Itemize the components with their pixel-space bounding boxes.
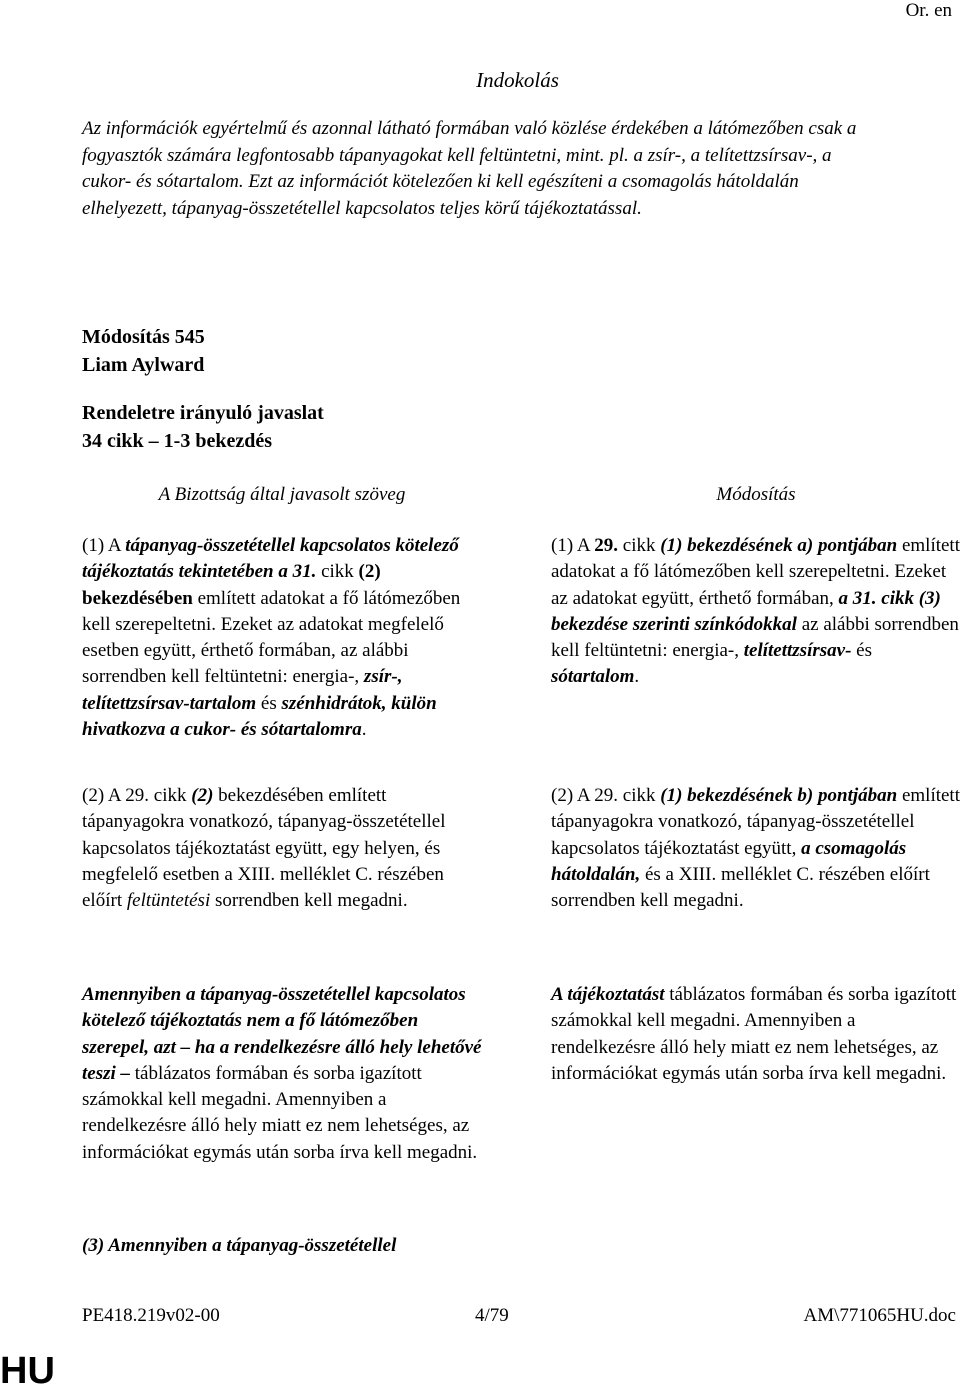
text-run: A tájékoztatást (551, 984, 665, 1005)
text-run: (2) A 29. cikk (82, 785, 192, 806)
left-paragraph-1 (82, 533, 482, 743)
right-paragraph-3 (551, 982, 960, 1087)
text-run: említett tápanyagokra vonatkozó, tápanyag-összetétellel kapcsolatos tájékoztatást együtt, (551, 785, 960, 859)
text-run: bekezdésében említett tápanyagokra vonatkozó, tápanyag-összetétellel kapcsolatos tájékoztatást együtt, egy helyen, és megfelelő esetben a XIII. melléklet C. részében előírt (82, 785, 446, 912)
text-run: a csomagolás hátoldalán, (551, 837, 907, 885)
footer-doc-reference: PE418.219v02-00 (82, 1305, 220, 1326)
right-paragraph-2 (551, 783, 960, 914)
footer-file-reference: AM\771065HU.doc (803, 1305, 956, 1326)
text-run: zsír-, telítettzsírsav-tartalom (82, 666, 403, 714)
text-run: és (851, 640, 872, 662)
text-run: (2) (191, 785, 214, 806)
text-run: (1) A (82, 535, 126, 556)
amendment-author: Liam Aylward (82, 354, 205, 376)
text-run: tápanyag-összetétellel kapcsolatos kötelező tájékoztatás tekintetében a 31. (82, 535, 459, 583)
justification-title: Indokolás (476, 68, 559, 92)
right-paragraph-1 (551, 533, 960, 691)
right-column-header: Módosítás (716, 484, 796, 505)
text-run: (3) Amennyiben a tápanyag-összetétellel (82, 1235, 397, 1256)
left-paragraph-3 (82, 982, 482, 1166)
text-run: (1) bekezdésének a) pontjában (660, 535, 898, 556)
justification-text: Az információk egyértelmű és azonnal látható formában való közlése érdekében a látómezőben csak a fogyasztók számára legfontosabb tápanyagokat kell feltüntetni, mint. pl. a zsír-, a telítettzsírsav-, a cukor- és sótartalom. Ezt az információt kötelezően ki kell egészíteni a csomagolás hátoldalán elhelyezett, tápanyag-összetétellel kapcsolatos teljes körű tájékoztatással. (82, 118, 857, 219)
text-run: telítettzsírsav- (743, 640, 852, 662)
text-run: feltüntetési (126, 890, 211, 912)
text-run: sótartalom (551, 666, 635, 688)
text-run: cikk (618, 535, 661, 556)
text-run: az alábbi sorrendben kell feltüntetni: energia-, (551, 613, 959, 662)
language-mark: HU (0, 1350, 55, 1392)
text-run: . (634, 666, 640, 688)
text-run: (2) A 29. cikk (551, 785, 661, 806)
text-run: 29. (594, 535, 619, 556)
text-run: táblázatos formában és sorba igazított számokkal kell megadni. Amennyiben a rendelkezésre álló hely miatt ez nem lehetséges, az információkat egymás után sorba írva kell megadni. (82, 1062, 478, 1163)
text-run: említett adatokat a fő látómezőben kell szerepeltetni. Ezeket az adatokat együtt, érthető formában, (551, 535, 960, 609)
text-run: . (361, 719, 367, 741)
text-run: Amennyiben a tápanyag-összetétellel kapcsolatos kötelező tájékoztatás nem a fő látómezőben szerepel, azt – ha a rendelkezésre álló hely lehetővé teszi – (82, 984, 482, 1084)
amendment-number: Módosítás 545 (82, 326, 205, 348)
left-paragraph-2 (82, 783, 482, 914)
text-run: szénhidrátok, külön hivatkozva a cukor- és sótartalomra (82, 692, 437, 741)
left-paragraph-4 (82, 1233, 482, 1259)
article-reference: 34 cikk – 1-3 bekezdés (82, 430, 272, 452)
left-column-header: A Bizottság által javasolt szöveg (158, 484, 406, 505)
text-run: a 31. cikk (3) bekezdése szerinti színkódokkal (551, 587, 941, 635)
text-run: (1) bekezdésének b) pontjában (660, 785, 898, 806)
text-run: és a XIII. melléklet C. részében előírt sorrendben kell megadni. (551, 863, 930, 912)
proposal-title: Rendeletre irányuló javaslat (82, 402, 324, 424)
text-run: (2) bekezdésében (82, 561, 381, 609)
text-run: táblázatos formában és sorba igazított számokkal kell megadni. Amennyiben a rendelkezésre álló hely miatt ez nem lehetséges, az információkat egymás után sorba írva kell megadni. (551, 984, 957, 1084)
text-run: cikk (316, 561, 359, 583)
text-run: sorrendben kell megadni. (210, 890, 408, 912)
language-code: Or. en (905, 0, 952, 21)
text-run: említett adatokat a fő látómezőben kell szerepeltetni. Ezeket az adatokat megfelelő esetben együtt, érthető formában, az alábbi sorrendben kell feltüntetni: energia-, (82, 587, 461, 688)
text-run: és (256, 692, 282, 714)
footer-page-number: 4/79 (475, 1305, 509, 1326)
text-run: (1) A (551, 535, 595, 556)
